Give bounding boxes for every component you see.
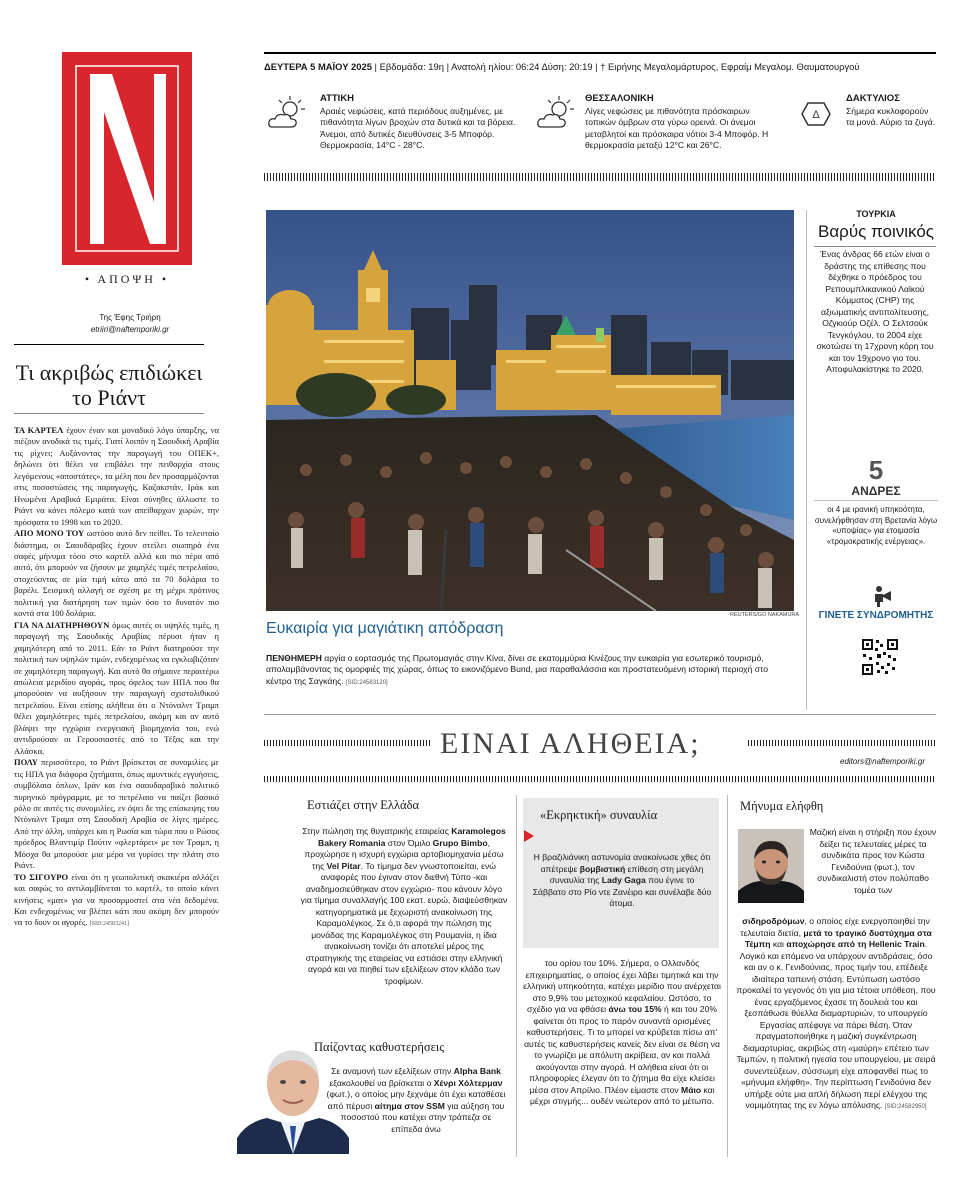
caption-lead: ΠΕΝΘΗΜΕΡΗ bbox=[266, 653, 322, 663]
article-body bbox=[736, 916, 936, 1114]
main-photo-shanghai-bund bbox=[266, 210, 794, 611]
weather-text: Σήμερα κυκλοφορούν τα μονά. Αύριο τα ζυγά. bbox=[846, 105, 936, 127]
partly-cloudy-icon bbox=[266, 95, 308, 137]
text-run: επίθεση στη μεγάλη συναυλία της bbox=[549, 863, 704, 885]
box-title: «Εκρηκτική» συναυλία bbox=[540, 808, 658, 822]
big-number-text: οι 4 με ιρανική υπηκοότητα, συνελήφθησαν στη Βρετανία λόγω «υποψίας» για ετοιμασία «τρομοκρατικής ενέργειας». bbox=[814, 505, 938, 546]
bold-text: Χένρι Χόλτερμαν bbox=[433, 1077, 503, 1088]
weather-text: Λίγες νεφώσεις με πιθανότητα πρόσκαιρων τοπικών όμβρων στα γύρω ορεινά. Οι άνεμοι μεταβλητοί και πρόσκαιρα νότιοι 3-4 Μποφόρ. Η θερμοκρασία μεταξύ 12°C και 26°C. bbox=[585, 105, 769, 150]
subscribe-label[interactable]: ΓΙΝΕΤΕ ΣΥΝΔΡΟΜΗΤΗΣ bbox=[818, 610, 934, 621]
dotted-divider bbox=[264, 776, 936, 782]
date: ΔΕΥΤΕΡΑ 5 ΜΑΪΟΥ 2025 bbox=[264, 61, 372, 72]
section-email[interactable]: editors@naftemporiki.gr bbox=[840, 757, 926, 766]
divider bbox=[14, 344, 204, 345]
text-run: . Το τίμημα δεν γνωστοποιείται, ενώ αναφορές που έγιναν στον διεθνή Τύπο -και αναδημοσιεύθηκαν στον εγχώριο- που κάνουν λόγο για τίμημα συναλλαγής 100 εκατ. ευρώ, διαψεύσθηκαν κατηγορηματικά με ξεχωριστή ανακοίνωση της Καραμολέγκος. Σε ό,τι αφορά την πώληση της μονάδας της Καραμολέγκος στη Ρουμανία, η ίδια ανακοίνωση τονίζει ότι αποτελεί μέρος της στρατηγικής της εταιρείας να εστιάσει στην ελληνική αγορά και να πιηθεί των εξελίξεων στον κλάδο των τροφίμων. bbox=[300, 860, 508, 986]
weather-title: ΑΤΤΙΚΗ bbox=[320, 93, 355, 104]
divider bbox=[727, 795, 728, 1157]
story-code: [SID:24582950] bbox=[884, 1104, 927, 1110]
paragraph-lead: ΓΙΑ ΝΑ ΔΙΑΤΗΡΗΘΟΥΝ bbox=[14, 619, 110, 630]
paragraph-text: ωστόσο αυτό δεν πείθει. Το τελευταίο διάστημα, οι Σαουδάραβες έχουν στείλει σιωπηρά ένα σαφές μήνυμα τόσο στο καρτέλ αλλά και πιο πέρα από αυτό, ότι μπορούν να ζήσουν με χαμηλές τιμές πετρελαίου, στοχεύοντας σε μία τιμή κάτω από τα 70 δολάρια το βαρέλι. Σεισμική αλλαγή σε σχέση με τη μέχρι πρότινος πολιτική για διατήρηση των τιμών όσο το δυνατόν πιο κοντά στα 100 δολάρια. bbox=[14, 528, 219, 619]
text-run: Σε αναμονή των εξελίξεων στην bbox=[331, 1066, 454, 1076]
photo-caption bbox=[266, 653, 786, 689]
column-body bbox=[14, 425, 219, 931]
dotted-divider bbox=[748, 740, 936, 746]
dotted-divider bbox=[264, 173, 936, 181]
sidebar-kicker: ΤΟΥΡΚΙΑ bbox=[856, 209, 896, 219]
bold-text: αποχώρησε από τη Hellenic Train bbox=[786, 939, 925, 949]
article-title: Εστιάζει στην Ελλάδα bbox=[307, 798, 420, 812]
megaphone-icon bbox=[869, 584, 893, 613]
text-run: (φωτ.), ο οποίος μην ξεχνάμε ότι έχει καταθέσει από πέρυσι bbox=[326, 1089, 506, 1111]
big-number-label: ΑΝΔΡΕΣ bbox=[851, 484, 901, 498]
bold-text: Vel Pitar bbox=[326, 860, 361, 871]
bold-text: Karamolegos Bakery Romania bbox=[318, 826, 506, 848]
divider bbox=[264, 714, 936, 715]
delta-sign-icon bbox=[796, 99, 836, 133]
name-days: † Ειρήνης Μεγαλομάρτυρος, Εφραίμ Μεγαλομ. Θαυματουργού bbox=[600, 61, 860, 72]
text-run: που έγινε το Σάββατο στο Ρίο ντε Ζανέιρο και συνέλαβε δύο άτομα. bbox=[532, 875, 712, 908]
svg-text:Δ: Δ bbox=[812, 109, 820, 121]
bold-text: βομβιστική bbox=[579, 863, 626, 874]
bold-text: Μάιο bbox=[681, 1084, 702, 1095]
bold-text: Grupo Bimbo bbox=[432, 837, 488, 848]
divider bbox=[14, 413, 204, 414]
divider bbox=[814, 246, 936, 247]
text-run: ή και του 20% φαίνεται ότι προς το παρόν συναντά ορισμένες καθυστερήσεις. Τι το μπορεί να κρύβεται πίσω απ' αυτές τις καθυστερήσεις κανείς δεν είναι σε θέση να το γνωρίζει με απόλυτη ακρίβεια, αν και πολλά ακούγονται στην αγορά. Η αλήθεια είναι ότι οι πληροφορίες έλεγαν ότι το ζήτημα θα είχε κλείσει μέσα στον Απρίλιο. Πλέον είμαστε στον bbox=[524, 1004, 720, 1095]
qr-code-icon[interactable] bbox=[861, 638, 899, 681]
weather-title: ΘΕΣΣΑΛΟΝΙΚΗ bbox=[585, 93, 654, 104]
paragraph-text: είναι ότι η γεωπολιτική σκακιέρα αλλάζει και σαφώς το αντιλαμβάνεται το καρτέλ, το οποίο κάνει κινήσεις «ματ» για να προσαρμοστεί στα νέα δεδομένα. Και ενδεχομένως να βλέπει κάτι που ακόμη δεν μπορούν να το δουν οι αγορές. bbox=[14, 871, 219, 928]
weather-text: Αραιές νεφώσεις, κατά περιόδους αυξημένες, με πιθανότητα λίγων βροχών στα δυτικά και τα βόρεια. Άνεμοι, από δυτικές διευθύνσεις 3-5 Μποφόρ. Θερμοκρασία, 14°C - 28°C. bbox=[320, 105, 516, 150]
article-body-top: Μαζική είναι η στήριξη που έχουν δείξει τις τελευταίες μέρες τα συνδικάτα προς τον Κώστα Γενιδούνια (φωτ.), τον συνδικαλιστή στον πολύπαθο τομέα των bbox=[809, 827, 937, 895]
sun-times: Ανατολή ηλίου: 06:24 Δύση: 20:19 bbox=[451, 61, 593, 72]
sidebar-body: Ένας άνδρας 66 ετών είναι ο δράστης της επίθεσης που δέχθηκε ο πρόεδρος του Ρεπουμπλικανικού Λαϊκού Κόμματος (CHP) της αξιωματικής αντιπολίτευσης, Οζγκιούρ Οζέλ. Ο Σελτσούκ Τενγκόγλου, το 2004 είχε σκοτώσει τη 17χρονη κόρη του και τον 19χρονο γιο του. Αποφυλακίστηκε το 2020. bbox=[816, 249, 934, 374]
divider bbox=[814, 500, 938, 501]
paragraph-lead: ΤΑ ΚΑΡΤΕΛ bbox=[14, 425, 64, 435]
bold-text: αίτημα στον SSM bbox=[374, 1100, 445, 1111]
triangle-marker-icon bbox=[524, 830, 534, 842]
date-line: ΔΕΥΤΕΡΑ 5 ΜΑΪΟΥ 2025 | Εβδομάδα: 19η | Ανατολή ηλίου: 06:24 Δύση: 20:19 | † Ειρήνης Μεγαλομάρτυρος, Εφραίμ Μεγαλομ. Θαυματουργού bbox=[264, 61, 860, 72]
bold-text: μετά το τραγικό δυστύχημα στα Τέμπη bbox=[744, 927, 932, 949]
caption-code: [SID:24583120] bbox=[346, 679, 388, 686]
caption-text: αργία ο εορτασμός της Πρωτομαγιάς στην Κίνα, δίνει σε εκατομμύρια Κινέζους την ευκαιρία για εσωτερικό τουρισμό, απολαμβάνοντας τις ομορφιές της χώρας, όπως το εικονιζόμενο Bund, μια παραθαλάσσια και προστατευόμενη ιστορική περιοχή στο κέντρο της Σαγκάης. bbox=[266, 653, 769, 686]
text-run: Η βραζιλιάνικη αστυνομία ανακοίνωσε χθες ότι απέτρεψε bbox=[533, 852, 711, 874]
paragraph-text: έχουν έναν και μοναδικό λόγο ύπαρξης, να πιέζουν ανοδικά τις τιμές. Γιατί λοιπόν η Σαουδική Αραβία τις ρίχνει; Αυξάνοντας την παραγωγή του ΟΠΕΚ+, δηλώνει ότι θέλει να επιβάλει την πειθαρχία στους λεγόμενους «αποστάτες», τα μέλη που δεν προσαρμόζονται στις ποσοστώσεις της παραγωγής, Καζακστάν, Ιράκ και Ηνωμένα Αραβικά Εμιράτα. Είναι σύνηθες άλλωστε το Ριάντ να κάνει πόλεμο κατά των απείθαρχων χωρών, την πρόσφατα το 1998 και το 2020. bbox=[14, 425, 219, 527]
weather-attica bbox=[264, 93, 524, 152]
paragraph-lead: ΤΟ ΣΙΓΟΥΡΟ bbox=[14, 871, 69, 882]
paragraph-lead: ΠΟΛΥ bbox=[14, 757, 38, 768]
divider bbox=[806, 210, 807, 710]
paragraph-lead: ΑΠΟ ΜΟΝΟ ΤΟΥ bbox=[14, 528, 85, 539]
section-title: ΕΙΝΑΙ ΑΛΗΘΕΙΑ; bbox=[440, 727, 701, 760]
paragraph-text: περισσότερο, το Ριάντ βρίσκεται σε συνομιλίες με τις ΗΠΑ για διάφορα ζητήματα, όπως αμυντικές εγγυήσεις, συμβόλαια όπλων, Ιράν και ένα σαουδαραβικό πολιτικό πυρηνικό πρόγραμμα, με το πετρέλαιο να παίζει βασικό ρόλο σε αυτές τις συνομιλίες, εν όψει δε της επίσκεψης του Ντόναλντ Τραμπ στη Σαουδική Αραβία σε λίγες ημέρες. Από την άλλη, υπάρχει και η Ρωσία και τώρα που ο Ρώσος πρόεδρος Βλαντιμίρ Πούτιν «φλερτάρει» με τον Τραμπ, η Μόσχα θα μπορούσε μια μέρα να γυρίσει την πλάτη στο Ριάντ. bbox=[14, 757, 219, 871]
photo-credit: REUTERS/GO NAKAMURA bbox=[730, 612, 800, 618]
byline bbox=[60, 312, 200, 336]
text-run: και bbox=[770, 939, 787, 949]
text-run: και μέχρι στιγμής... ουδέν νεώτερον από το μέτωπο. bbox=[529, 1084, 715, 1106]
weather-thessaloniki bbox=[533, 93, 783, 152]
subscribe-promo[interactable] bbox=[814, 582, 938, 692]
bold-text: άνω του 15% bbox=[608, 1004, 662, 1014]
newspaper-logo bbox=[62, 52, 192, 265]
portrait-photo bbox=[738, 829, 804, 903]
article-body bbox=[324, 1066, 508, 1135]
box-body bbox=[532, 852, 712, 910]
column-paragraph bbox=[14, 528, 219, 620]
divider bbox=[516, 795, 517, 1157]
text-run: στον Όμιλο bbox=[385, 837, 433, 848]
weather-ring bbox=[796, 93, 936, 129]
column-paragraph bbox=[14, 757, 219, 872]
dotted-divider bbox=[264, 740, 432, 746]
section-label: • ΑΠΟΨΗ • bbox=[84, 272, 170, 286]
week: Εβδομάδα: 19η bbox=[379, 61, 444, 72]
article-title: Μήνυμα ελήφθη bbox=[740, 799, 824, 813]
text-run: για αύξηση του ποσοστού που κατέχει στην τράπεζα σε επίπεδα άνω bbox=[340, 1100, 505, 1134]
partly-cloudy-icon bbox=[535, 95, 577, 137]
article-title: Παίζοντας καθυστερήσεις bbox=[314, 1040, 445, 1054]
author-name: Της Έφης Τριήρη bbox=[99, 313, 161, 322]
column-paragraph bbox=[14, 872, 219, 931]
weather-title: ΔΑΚΤΥΛΙΟΣ bbox=[846, 93, 900, 104]
text-run: εξακολουθεί να βρίσκεται ο bbox=[329, 1077, 434, 1088]
bold-text: σιδηροδρόμων bbox=[742, 916, 805, 926]
article-continuation bbox=[523, 958, 721, 1108]
text-run: . Λογικό και επόμενο να υπάρχουν αντιδράσεις, όσο και αν ο κ. Γενιδούνιας, προς τιμήν του, επέδειξε ιδιαίτερα ταπεινή στάση. Εντύπωση ωστόσο προκαλεί το γεγονός ότι για μια τέτοια υπόθεση, που ένας εργαζόμενος έχασε τη δουλειά του και ξεσπάθωσε θύελλα διαμαρτυριών, το υπουργείο Εργασίας απέφυγε να πάρει θέση. Όταν πραγματοποιήθηκε η μαζική συγκέντρωση διαμαρτυρίας, ακριβώς στη «μαύρη» επέτειο των Τεμπών, η πολιτική ηγεσία του υπουργείου, με σειρά συνεντεύξεων, σύσσωμη είχε αποφανθεί πως το «μήνυμα ελήφθη». Την περίπτωση Γενιδούνια δεν υπήρξε ούτε μια απλή δήλωση περί ελέγχου της νομιμότητας της εν λόγω απόλυσης. bbox=[736, 939, 936, 1110]
article-body bbox=[300, 826, 508, 987]
paragraph-text: όμως αυτές οι υψηλές τιμές, η παραγωγή της Σαουδικής Αραβίας πέρυσι ήταν η χαμηλότερη από το 2011. Εάν το Ριάντ διατηρούσε την πολιτική των υψηλών τιμών, ενδεχομένως να εγκλωβιζόταν σε χαμηλότερη παραγωγή. Και αυτό θα σήμαινε περαιτέρω απώλεια μεριδίου αγοράς, προς όφελος των ΗΠΑ που θα μπορούσαν να αυξήσουν την παραγωγή σχιστολιθικού πετρελαίου. Είναι επίσης αλήθεια ότι ο Ντόναλντ Τραμπ θέλει χαμηλότερες τιμές πετρελαίου, ακόμη και αν αυτό βλάψει την εγχώρια ενεργειακή βιομηχανία του, ενώ αντιδρούσαν οι Γερουσιαστές από το Τέξας και την Αλάσκα. bbox=[14, 619, 219, 756]
column-title: Τι ακριβώς επιδιώκει το Ριάντ bbox=[15, 360, 203, 410]
text-run: , προχώρησε η ισχυρή εγχώρια αρτοβιομηχανία μέσω της bbox=[304, 837, 504, 871]
text-run: Στην πώληση της θυγατρικής εταιρείας bbox=[302, 826, 452, 836]
story-code: [SID:24583241] bbox=[89, 921, 129, 928]
text-run: , ο οποίος είχε ενεργοποιηθεί την τελευταία διετία, bbox=[740, 916, 930, 938]
text-run: του ορίου του 10%. Σήμερα, ο Ολλανδός επιχειρηματίας, ο οποίος έχει λάβει τιμητικά και την ελληνική υπηκοότητα, κατέχει μερίδιο που ανέρχεται στο 9,9% του μετοχικού κεφαλαίου. Ωστόσο, το σχέδιο για να φθάσει bbox=[523, 958, 721, 1014]
author-email[interactable]: etriiri@naftemporiki.gr bbox=[90, 325, 170, 334]
bold-text: Lady Gaga bbox=[601, 875, 646, 885]
sidebar-title: Βαρύς ποινικός bbox=[818, 222, 934, 241]
photo-headline: Ευκαιρία για μαγιάτικη απόδραση bbox=[266, 620, 504, 637]
column-paragraph bbox=[14, 620, 219, 757]
column-paragraph bbox=[14, 425, 219, 528]
divider bbox=[264, 52, 936, 54]
big-number: 5 bbox=[868, 455, 884, 485]
bold-text: Alpha Bank bbox=[453, 1066, 501, 1076]
